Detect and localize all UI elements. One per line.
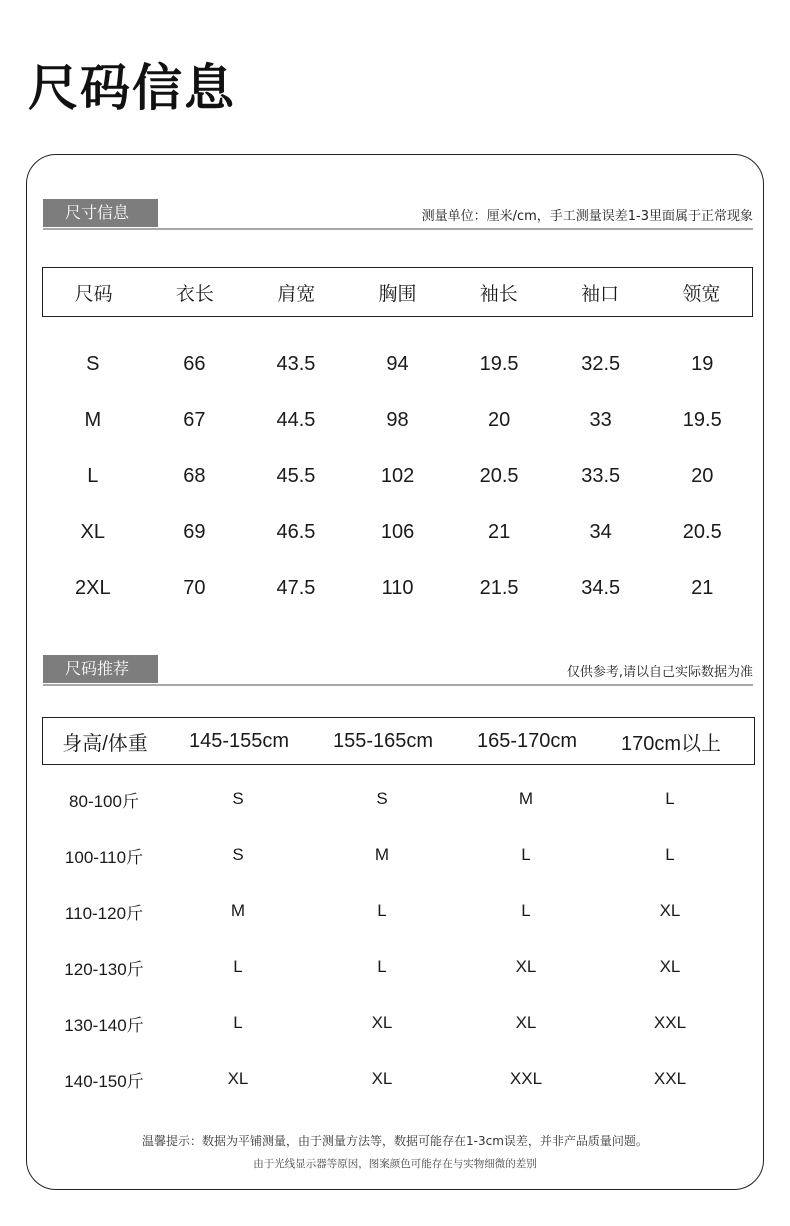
table-cell: XL xyxy=(371,1069,393,1088)
table-row xyxy=(42,344,753,384)
table-cell: 21 xyxy=(487,520,511,543)
column-header: 肩宽 xyxy=(277,282,316,305)
table-cell: L xyxy=(87,464,99,487)
table-cell: 19.5 xyxy=(479,352,519,375)
footer-tip: 温馨提示：数据为平铺测量，由于测量方法等，数据可能存在1-3cm误差，并非产品质量问题。 xyxy=(142,1134,648,1148)
table-cell: 43.5 xyxy=(276,352,316,375)
table-cell: L xyxy=(665,845,675,864)
table-cell: XXL xyxy=(653,1013,687,1032)
column-header: 尺码 xyxy=(74,282,113,305)
table-cell: 94 xyxy=(386,352,409,375)
table-row xyxy=(42,456,753,496)
table-cell: S xyxy=(232,845,244,864)
table-cell: M xyxy=(84,408,102,431)
table-cell: 44.5 xyxy=(276,408,316,431)
table-cell: 47.5 xyxy=(276,576,316,599)
table-row xyxy=(42,568,753,608)
table-cell: 110 xyxy=(381,576,414,599)
column-header: 145-155cm xyxy=(188,729,290,752)
table-cell: 21 xyxy=(691,576,714,599)
column-header: 袖口 xyxy=(581,282,620,305)
table-cell: L xyxy=(377,901,387,920)
table-cell: 32.5 xyxy=(581,352,621,375)
table-cell: 100-110斤 xyxy=(64,847,144,867)
divider xyxy=(43,684,753,686)
table-row xyxy=(42,400,753,440)
table-cell: 20.5 xyxy=(682,520,722,543)
table-cell: S xyxy=(232,789,244,808)
table-cell: XL xyxy=(371,1013,393,1032)
table-cell: 68 xyxy=(183,464,206,487)
table-cell: XL xyxy=(80,520,106,543)
table-cell: 20 xyxy=(487,408,511,431)
size-info-card xyxy=(26,154,764,1190)
table-cell: 45.5 xyxy=(276,464,316,487)
table-cell: 98 xyxy=(386,408,409,431)
table-cell: 110-120斤 xyxy=(64,903,144,923)
column-header: 衣长 xyxy=(175,282,214,305)
table-cell: 34.5 xyxy=(581,576,621,599)
table-row xyxy=(42,781,755,817)
table-cell: XL xyxy=(659,957,681,976)
table-cell: 2XL xyxy=(74,576,111,599)
table-row xyxy=(42,1061,755,1097)
table-cell: 33 xyxy=(589,408,612,431)
table-cell: 69 xyxy=(183,520,206,543)
size-section-label: 尺寸信息 xyxy=(43,199,158,227)
table-cell: 19.5 xyxy=(682,408,722,431)
table-cell: 80-100斤 xyxy=(69,791,139,811)
table-cell: XL xyxy=(515,1013,537,1032)
column-header: 165-170cm xyxy=(476,729,578,752)
table-cell: 67 xyxy=(183,408,206,431)
column-header: 身高/体重 xyxy=(62,732,148,755)
table-cell: 46.5 xyxy=(276,520,316,543)
recommend-section-label: 尺码推荐 xyxy=(43,655,158,683)
table-cell: 120-130斤 xyxy=(64,959,144,979)
table-cell: 33.5 xyxy=(581,464,621,487)
table-cell: XL xyxy=(227,1069,249,1088)
table-cell: L xyxy=(521,845,531,864)
table-cell: XL xyxy=(515,957,537,976)
recommend-table-header xyxy=(42,717,755,765)
reference-note: 仅供参考,请以自己实际数据为准 xyxy=(566,665,753,680)
recommend-section-header xyxy=(43,655,753,685)
table-row xyxy=(42,512,753,552)
table-cell: 20 xyxy=(691,464,714,487)
table-cell: L xyxy=(233,957,243,976)
table-cell: 140-150斤 xyxy=(64,1071,144,1091)
table-cell: M xyxy=(230,901,246,920)
column-header: 胸围 xyxy=(378,282,417,305)
table-cell: L xyxy=(665,789,675,808)
table-cell: XXL xyxy=(653,1069,687,1088)
column-header: 155-165cm xyxy=(332,729,434,752)
table-cell: 106 xyxy=(380,520,415,543)
table-row xyxy=(42,1005,755,1041)
table-cell: 19 xyxy=(691,352,714,375)
table-cell: XL xyxy=(659,901,681,920)
page-title: 尺码信息 xyxy=(28,59,236,117)
column-header: 170cm以上 xyxy=(620,732,722,755)
table-cell: 21.5 xyxy=(479,576,519,599)
table-cell: L xyxy=(377,957,387,976)
table-cell: S xyxy=(86,352,100,375)
divider xyxy=(43,228,753,230)
measurement-note: 测量单位：厘米/cm，手工测量误差1-3里面属于正常现象 xyxy=(421,209,753,224)
table-row xyxy=(42,949,755,985)
table-row xyxy=(42,893,755,929)
table-cell: 102 xyxy=(380,464,415,487)
table-cell: 66 xyxy=(183,352,206,375)
table-row xyxy=(42,837,755,873)
table-cell: 130-140斤 xyxy=(64,1015,144,1035)
table-cell: 34 xyxy=(589,520,612,543)
table-cell: XXL xyxy=(509,1069,543,1088)
footer-color-note: 由于光线显示器等原因，图案颜色可能存在与实物细微的差别 xyxy=(253,1158,537,1170)
table-cell: M xyxy=(518,789,534,808)
table-cell: M xyxy=(374,845,390,864)
table-cell: L xyxy=(233,1013,243,1032)
table-cell: 70 xyxy=(183,576,206,599)
table-cell: L xyxy=(521,901,531,920)
column-header: 袖长 xyxy=(479,282,518,305)
size-section-header xyxy=(43,199,753,229)
size-table-header xyxy=(42,267,753,317)
column-header: 领宽 xyxy=(682,282,721,305)
table-cell: S xyxy=(376,789,388,808)
table-cell: 20.5 xyxy=(479,464,519,487)
